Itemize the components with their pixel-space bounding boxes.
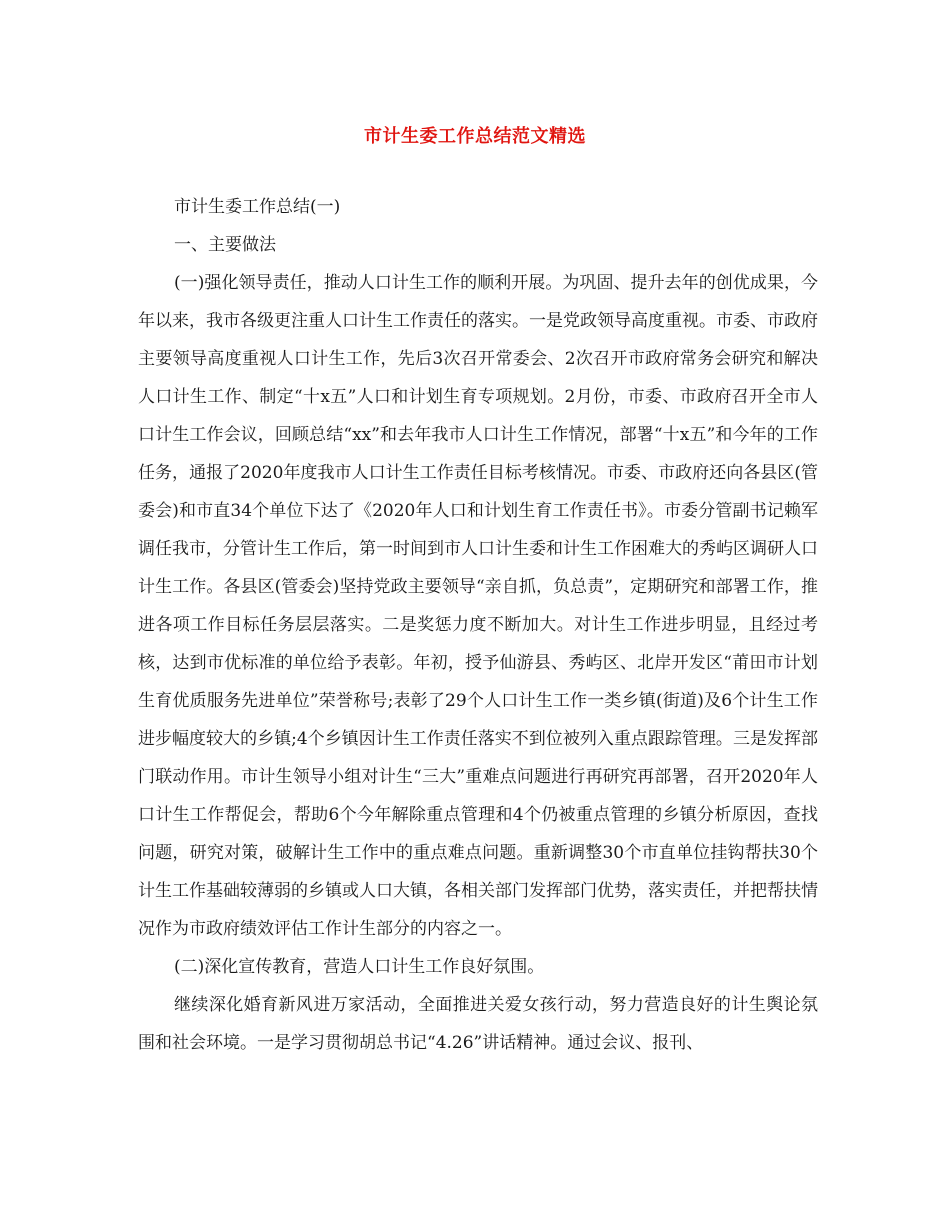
paragraph: (一)强化领导责任，推动人口计生工作的顺利开展。为巩固、提升去年的创优成果，今年以来，我市各级更注重人口计生工作责任的落实。一是党政领导高度重视。市委、市政府主要领导高度重视人口计生工作，先后3次召开常委会、2次召开市政府常务会研究和解决人口计生工作、制定“十x五”人口和计划生育专项规划。2月份，市委、市政府召开全市人口计生工作会议，回顾总结“xx”和去年我市人口计生工作情况，部署“十x五”和今年的工作任务，通报了2020年度我市人口计生工作责任目标考核情况。市委、市政府还向各县区(管委会)和市直34个单位下达了《2020年人口和计划生育工作责任书》。市委分管副书记赖军调任我市，分管计生工作后，第一时间到市人口计生委和计生工作困难大的秀屿区调研人口计生工作。各县区(管委会)坚持党政主要领导“亲自抓，负总责”，定期研究和部署工作，推进各项工作目标任务层层落实。二是奖惩力度不断加大。对计生工作进步明显，且经过考核，达到市优标准的单位给予表彰。年初，授予仙游县、秀屿区、北岸开发区“莆田市计划生育优质服务先进单位”荣誉称号;表彰了29个人口计生工作一类乡镇(街道)及6个计生工作进步幅度较大的乡镇;4个乡镇因计生工作责任落实不到位被列入重点跟踪管理。三是发挥部门联动作用。市计生领导小组对计生“三大”重难点问题进行再研究再部署，召开2020年人口计生工作帮促会，帮助6个今年解除重点管理和4个仍被重点管理的乡镇分析原因，查找问题，研究对策，破解计生工作中的重点难点问题。重新调整30个市直单位挂钩帮扶30个计生工作基础较薄弱的乡镇或人口大镇，各相关部门发挥部门优势，落实责任，并把帮扶情况作为市政府绩效评估工作计生部分的内容之一。 <box>138 273 818 939</box>
section-heading: 一、主要做法 <box>174 235 276 255</box>
document-title: 市计生委工作总结范文精选 <box>364 126 586 147</box>
paragraph: 继续深化婚育新风进万家活动，全面推进关爱女孩行动，努力营造良好的计生舆论氛围和社会环境。一是学习贯彻胡总书记“4.26”讲话精神。通过会议、报刊、 <box>138 995 818 1053</box>
document-subtitle: 市计生委工作总结(一) <box>174 197 341 217</box>
paragraph: (二)深化宣传教育，营造人口计生工作良好氛围。 <box>174 957 545 977</box>
document-body <box>138 188 818 1062</box>
